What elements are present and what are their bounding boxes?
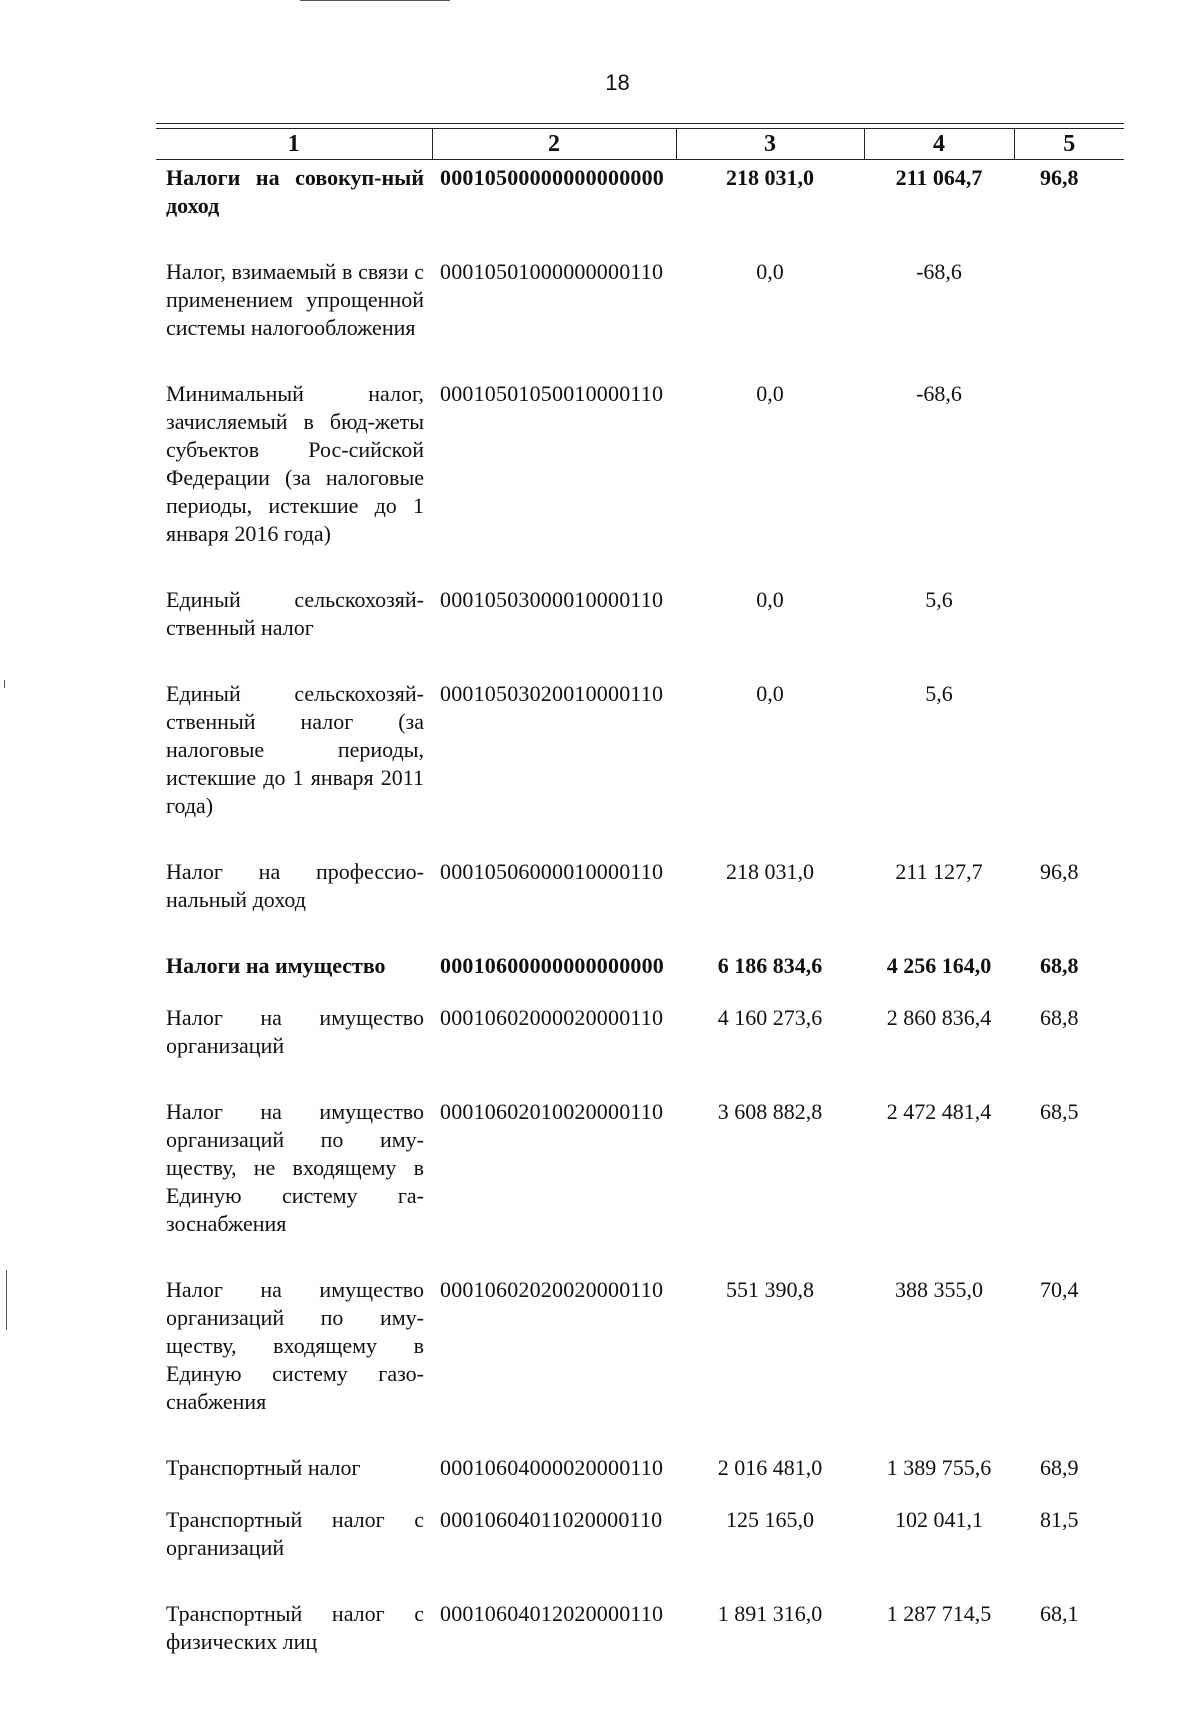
row-actual: 5,6	[925, 681, 953, 706]
row-actual: 2 472 481,4	[886, 1099, 992, 1124]
row-actual: -68,6	[916, 381, 962, 406]
row-percent: 68,8	[1040, 1005, 1079, 1030]
row-code: 00010600000000000000	[440, 953, 664, 978]
row-percent	[1014, 258, 1124, 380]
table-row	[156, 1276, 1124, 1454]
row-plan: 0,0	[756, 587, 784, 612]
table-row	[156, 160, 1124, 259]
scan-mark-left	[4, 680, 5, 688]
row-name: Единый сельскохозяй-ственный налог (за налоговые периоды, истекшие до 1 января 2011 года)	[166, 681, 424, 818]
table-row	[156, 1004, 1124, 1098]
row-percent	[1014, 586, 1124, 680]
row-code: 00010503020010000110	[440, 681, 664, 706]
row-percent: 81,5	[1040, 1507, 1079, 1532]
row-plan: 0,0	[756, 259, 784, 284]
row-name: Налоги на совокуп-ный доход	[166, 165, 424, 218]
table-row	[156, 952, 1124, 1004]
col-header-1: 1	[156, 129, 432, 160]
row-code: 00010501000000000110	[440, 259, 664, 284]
row-percent: 68,1	[1040, 1601, 1079, 1626]
row-name: Налог на имущество организаций по иму-ществу, не входящему в Единую систему га-зоснабжения	[166, 1099, 424, 1236]
row-name: Единый сельскохозяй-ственный налог	[166, 587, 424, 640]
row-name: Транспортный налог с организаций	[166, 1507, 424, 1560]
table-row	[156, 1600, 1124, 1694]
row-code: 00010602020020000110	[440, 1277, 664, 1302]
row-name: Транспортный налог	[166, 1455, 361, 1480]
col-header-4: 4	[864, 129, 1014, 160]
budget-table	[156, 128, 1124, 1694]
row-actual: 102 041,1	[895, 1507, 983, 1532]
row-code: 00010501050010000110	[440, 381, 664, 406]
page-number: 18	[605, 70, 630, 95]
scan-mark-left-lower	[6, 1270, 7, 1330]
table-row	[156, 858, 1124, 952]
row-actual: 5,6	[925, 587, 953, 612]
row-plan: 218 031,0	[726, 165, 814, 190]
table-row	[156, 380, 1124, 586]
row-actual: 4 256 164,0	[886, 953, 992, 978]
col-header-5: 5	[1014, 129, 1124, 160]
row-percent: 70,4	[1040, 1277, 1079, 1302]
table-row	[156, 258, 1124, 380]
scan-mark-top	[300, 0, 450, 1]
table-row	[156, 1098, 1124, 1276]
row-plan: 0,0	[756, 381, 784, 406]
row-actual: 1 389 755,6	[886, 1455, 992, 1480]
row-plan: 2 016 481,0	[717, 1455, 823, 1480]
row-actual: 211 127,7	[895, 859, 983, 884]
row-actual: 1 287 714,5	[886, 1601, 992, 1626]
row-name: Налог на профессио-нальный доход	[166, 859, 424, 912]
row-plan: 6 186 834,6	[717, 953, 823, 978]
row-code: 00010506000010000110	[440, 859, 664, 884]
top-rule	[156, 123, 1124, 124]
row-code: 00010503000010000110	[440, 587, 664, 612]
col-header-3: 3	[676, 129, 864, 160]
header-row	[156, 129, 1124, 160]
row-name: Налог на имущество организаций	[166, 1005, 424, 1058]
row-name: Минимальный налог, зачисляемый в бюд-жеты субъектов Рос-сийской Федерации (за налоговые периоды, истекшие до 1 января 2016 года)	[166, 381, 424, 546]
row-percent: 96,8	[1040, 165, 1079, 190]
table-row	[156, 1506, 1124, 1600]
row-name: Налоги на имущество	[166, 953, 386, 978]
row-name: Налог на имущество организаций по иму-ществу, входящему в Единую систему газо-снабжения	[166, 1277, 424, 1414]
row-name: Налог, взимаемый в связи с применением упрощенной системы налогообложения	[166, 259, 424, 340]
row-percent: 68,5	[1040, 1099, 1079, 1124]
row-plan: 551 390,8	[726, 1277, 814, 1302]
row-code: 00010602010020000110	[440, 1099, 664, 1124]
row-percent	[1014, 380, 1124, 586]
row-code: 00010602000020000110	[440, 1005, 664, 1030]
row-plan: 4 160 273,6	[717, 1005, 823, 1030]
row-plan: 0,0	[756, 681, 784, 706]
col-header-2: 2	[432, 129, 676, 160]
row-code: 00010500000000000000	[440, 165, 664, 190]
row-actual: 388 355,0	[895, 1277, 983, 1302]
row-percent: 68,8	[1040, 953, 1079, 978]
row-plan: 3 608 882,8	[717, 1099, 823, 1124]
table-row	[156, 680, 1124, 858]
row-actual: 2 860 836,4	[886, 1005, 992, 1030]
row-percent: 68,9	[1040, 1455, 1079, 1480]
table-row	[156, 1454, 1124, 1506]
row-actual: 211 064,7	[895, 165, 983, 190]
row-code: 00010604000020000110	[440, 1455, 664, 1480]
row-plan: 125 165,0	[726, 1507, 814, 1532]
row-percent: 96,8	[1040, 859, 1079, 884]
row-plan: 1 891 316,0	[717, 1601, 823, 1626]
row-code: 00010604012020000110	[440, 1601, 664, 1626]
row-name: Транспортный налог с физических лиц	[166, 1601, 424, 1654]
table-row	[156, 586, 1124, 680]
row-percent	[1014, 680, 1124, 858]
row-plan: 218 031,0	[726, 859, 814, 884]
row-code: 00010604011020000110	[440, 1507, 663, 1532]
row-actual: -68,6	[916, 259, 962, 284]
